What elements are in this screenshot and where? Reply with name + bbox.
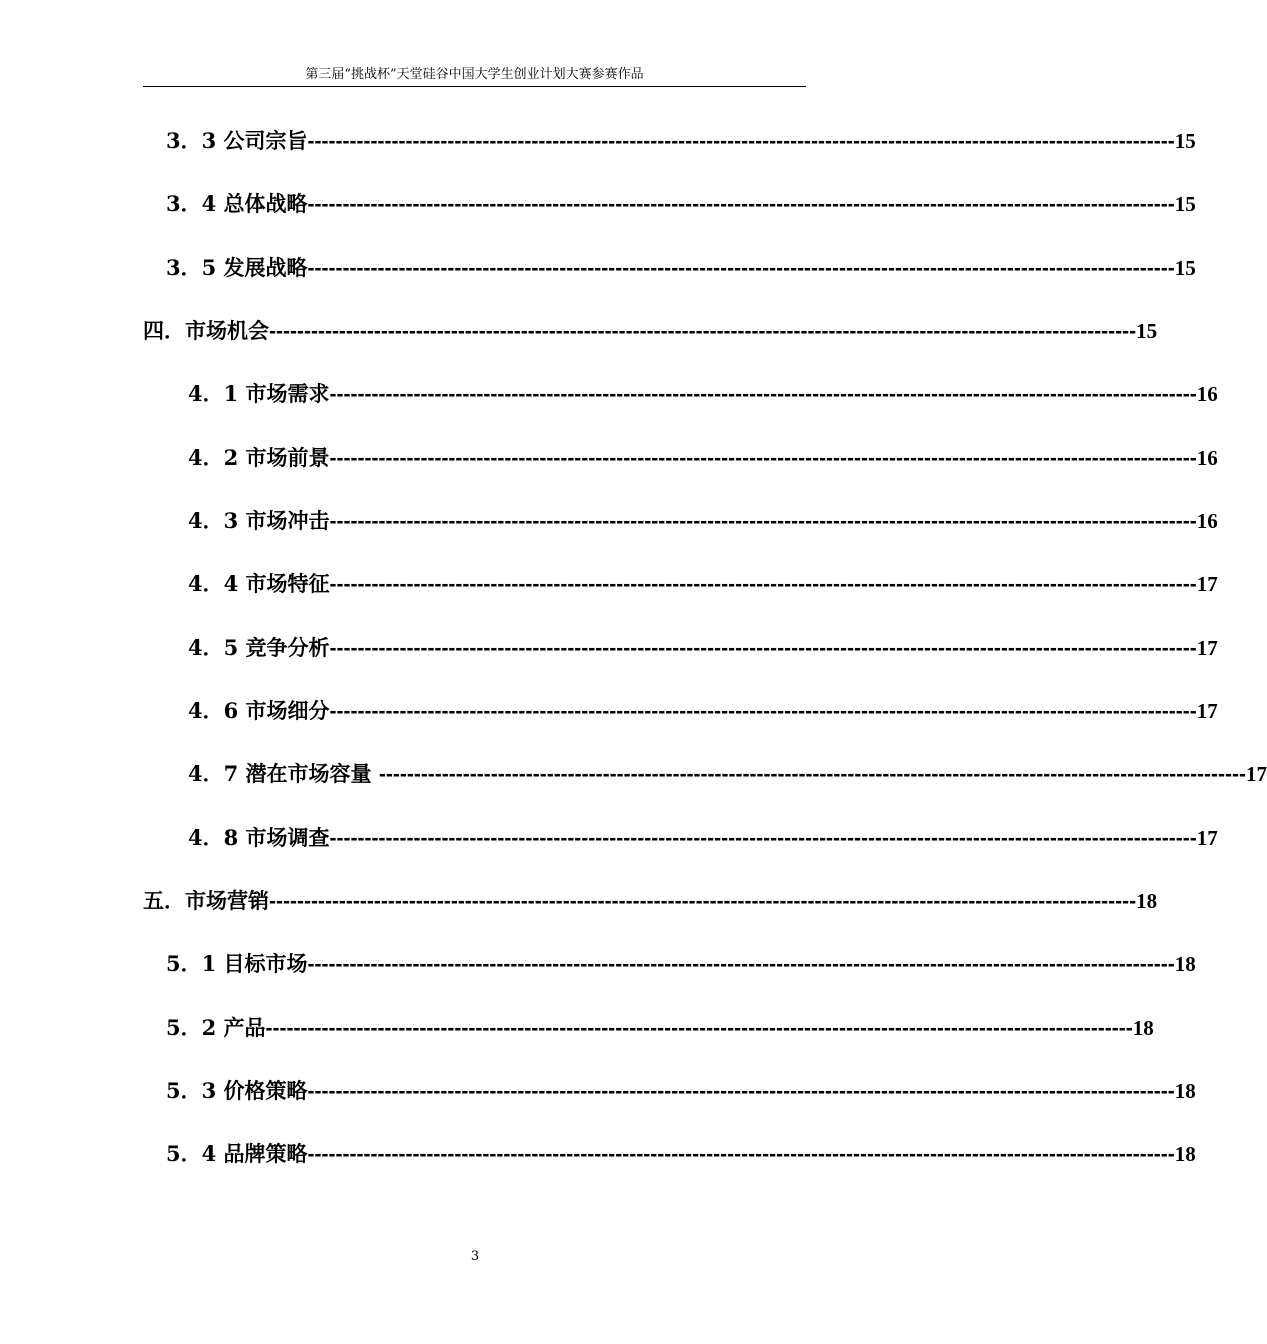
toc-entry-3-3[interactable] <box>166 126 1196 156</box>
toc-leader: ---------------------------------------------------------------------------------------------------------------------------- <box>329 383 1197 406</box>
toc-entry-page: 18 <box>1174 1142 1196 1166</box>
toc-entry-3-5[interactable] <box>166 253 1196 283</box>
toc-entry-page: 17 <box>1196 699 1218 723</box>
toc-entry-page: 16 <box>1196 382 1218 406</box>
toc-entry-page: 16 <box>1196 446 1218 470</box>
toc-entry-4-8[interactable] <box>188 823 1218 853</box>
toc-entry-title: 4．7 潜在市场容量 <box>188 761 379 786</box>
toc-entry-4-5[interactable] <box>188 633 1218 663</box>
page-header: 第三届“挑战杯”天堂硅谷中国大学生创业计划大赛参赛作品 <box>305 67 644 82</box>
toc-entry-title: 4．8 市场调查 <box>188 825 330 850</box>
toc-entry-page: 18 <box>1136 889 1158 913</box>
toc-leader: ---------------------------------------------------------------------------------------------------------------------------- <box>307 130 1175 153</box>
toc-entry-title: 五．市场营销 <box>143 888 269 913</box>
toc-entry-chapter-4[interactable] <box>143 316 1158 346</box>
toc-entry-chapter-5[interactable] <box>143 886 1158 916</box>
toc-entry-3-4[interactable] <box>166 189 1196 219</box>
toc-entry-4-4[interactable] <box>188 569 1218 599</box>
toc-entry-5-3[interactable] <box>166 1076 1196 1106</box>
toc-leader: ---------------------------------------------------------------------------------------------------------------------------- <box>329 637 1197 660</box>
toc-entry-title: 5．3 价格策略 <box>166 1078 308 1103</box>
toc-entry-title: 3．4 总体战略 <box>166 191 308 216</box>
toc-leader: ---------------------------------------------------------------------------------------------------------------------------- <box>329 827 1197 850</box>
toc-entry-page: 18 <box>1174 1079 1196 1103</box>
toc-entry-title: 5．2 产品 <box>166 1015 266 1040</box>
toc-entry-title: 5．1 目标市场 <box>166 951 308 976</box>
toc-leader: ---------------------------------------------------------------------------------------------------------------------------- <box>265 1017 1133 1040</box>
toc-leader: ---------------------------------------------------------------------------------------------------------------------------- <box>307 257 1175 280</box>
toc-leader: ---------------------------------------------------------------------------------------------------------------------------- <box>329 700 1197 723</box>
toc-leader: ---------------------------------------------------------------------------------------------------------------------------- <box>307 193 1175 216</box>
page-number: 3 <box>470 1249 480 1264</box>
toc-leader: ---------------------------------------------------------------------------------------------------------------------------- <box>269 320 1137 343</box>
toc-entry-title: 4．5 竞争分析 <box>188 635 330 660</box>
toc-entry-title: 四．市场机会 <box>143 318 269 343</box>
toc-entry-4-1[interactable] <box>188 379 1218 409</box>
toc-entry-5-4[interactable] <box>166 1139 1196 1169</box>
toc-entry-4-2[interactable] <box>188 443 1218 473</box>
toc-entry-4-3[interactable] <box>188 506 1218 536</box>
toc-leader: ---------------------------------------------------------------------------------------------------------------------------- <box>378 763 1247 786</box>
toc-entry-page: 17 <box>1196 572 1218 596</box>
toc-entry-page: 18 <box>1132 1016 1154 1040</box>
toc-entry-page: 17 <box>1196 826 1218 850</box>
toc-entry-4-6[interactable] <box>188 696 1218 726</box>
toc-entry-page: 15 <box>1136 319 1158 343</box>
toc-leader: ---------------------------------------------------------------------------------------------------------------------------- <box>329 510 1197 533</box>
toc-entry-page: 17 <box>1196 636 1218 660</box>
toc-entry-title: 4．3 市场冲击 <box>188 508 330 533</box>
toc-leader: ---------------------------------------------------------------------------------------------------------------------------- <box>307 1143 1175 1166</box>
toc-entry-title: 4．2 市场前景 <box>188 445 330 470</box>
toc-entry-page: 15 <box>1174 129 1196 153</box>
toc-entry-title: 3．5 发展战略 <box>166 255 308 280</box>
toc-entry-page: 18 <box>1174 952 1196 976</box>
toc-leader: ---------------------------------------------------------------------------------------------------------------------------- <box>329 447 1197 470</box>
toc-entry-page: 15 <box>1174 192 1196 216</box>
toc-leader: ---------------------------------------------------------------------------------------------------------------------------- <box>329 573 1197 596</box>
toc-entry-5-1[interactable] <box>166 949 1196 979</box>
toc-entry-page: 17 <box>1246 762 1267 786</box>
toc-leader: ---------------------------------------------------------------------------------------------------------------------------- <box>269 890 1137 913</box>
toc-leader: ---------------------------------------------------------------------------------------------------------------------------- <box>307 953 1175 976</box>
toc-entry-title: 3．3 公司宗旨 <box>166 128 308 153</box>
toc-entry-title: 4．6 市场细分 <box>188 698 330 723</box>
toc-entry-page: 16 <box>1196 509 1218 533</box>
toc-entry-title: 5．4 品牌策略 <box>166 1141 308 1166</box>
toc-leader: ---------------------------------------------------------------------------------------------------------------------------- <box>307 1080 1175 1103</box>
toc-entry-5-2[interactable] <box>166 1013 1154 1043</box>
toc-entry-title: 4．1 市场需求 <box>188 381 330 406</box>
toc-entry-title: 4．4 市场特征 <box>188 571 330 596</box>
toc-entry-4-7[interactable] <box>188 759 1267 789</box>
toc-entry-page: 15 <box>1174 256 1196 280</box>
